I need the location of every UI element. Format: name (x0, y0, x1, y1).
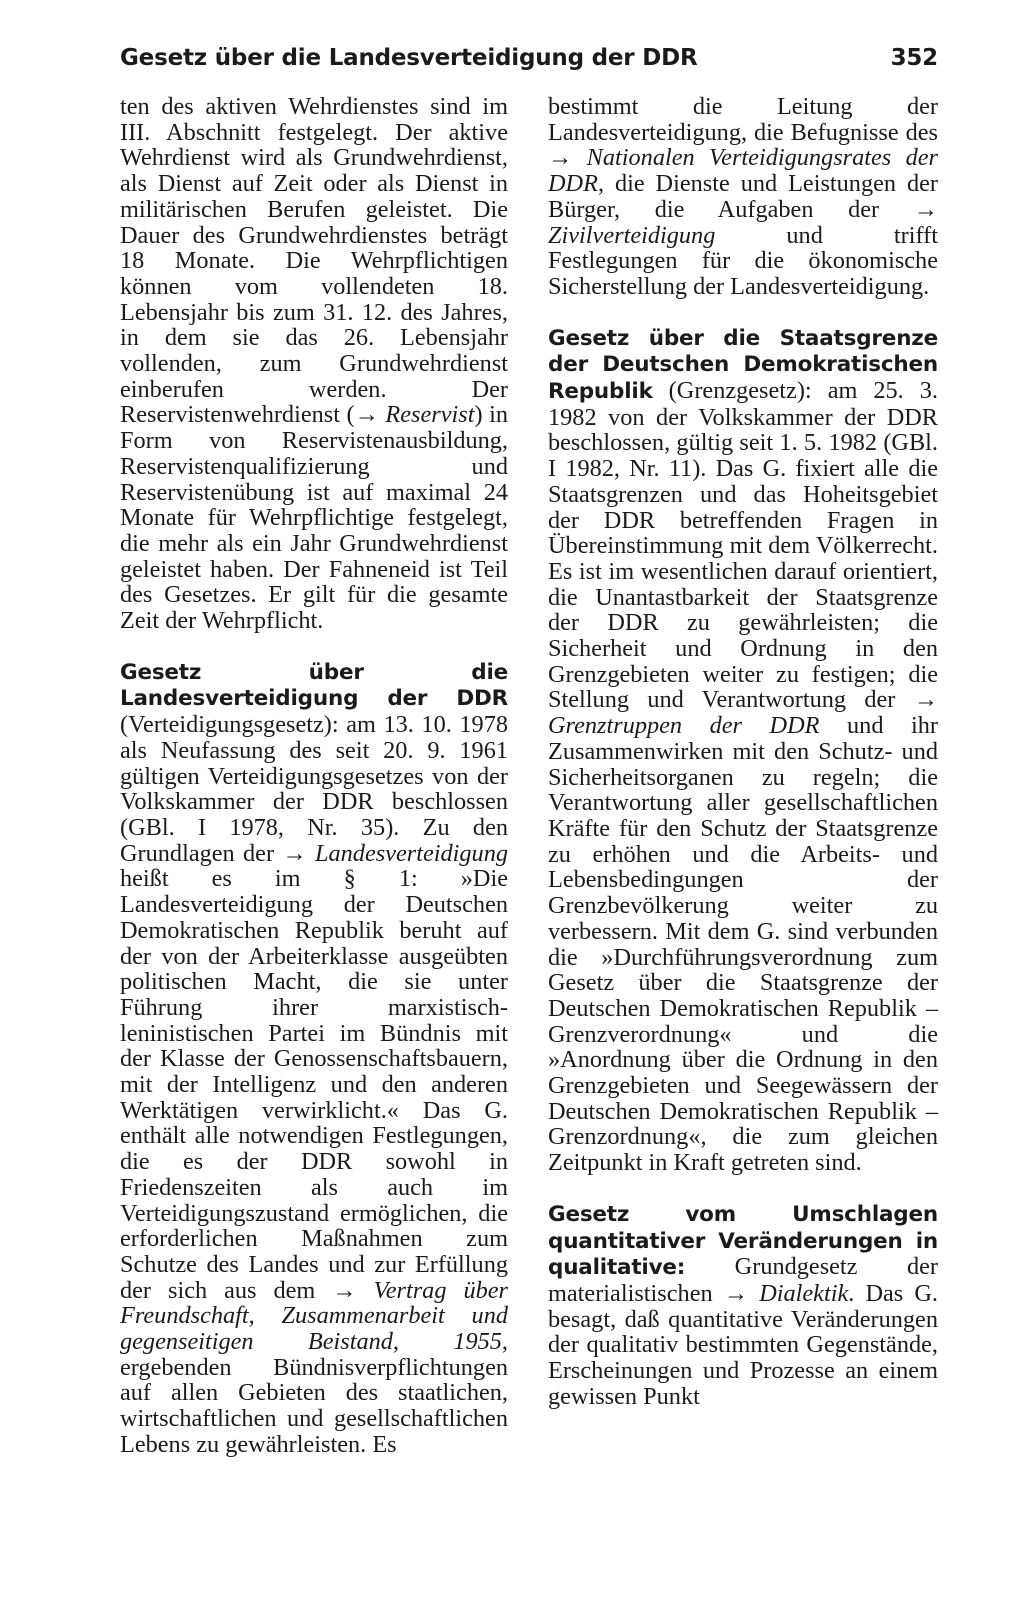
cross-reference-grenztruppen: Grenztruppen der DDR (548, 712, 820, 740)
entry-text: . Das G. besagt, daß quantitative Veränderungen der qualitativ bestimmten Gegenstände, Erscheinungen und Prozesse an einem gewissen Punkt (548, 1279, 938, 1410)
entry-text: , ergebenden Bündnisverpflichtungen auf allen Gebieten des staatlichen, wirtschaftlichen und gesellschaftlichen Lebens zu gewährleisten. Es (120, 1328, 508, 1458)
cross-reference-arrow: → (354, 401, 379, 429)
paragraph-text: und trifft Festlegungen für die ökonomische Sicherstellung der Landesverteidigung. (548, 221, 938, 300)
cross-reference-landesverteidigung: Landesverteidigung (315, 839, 508, 867)
right-column (548, 94, 938, 1409)
cross-reference-arrow: → (282, 839, 307, 867)
entry-text: (Grenzgesetz): am 25. 3. 1982 von der Volkskammer der DDR beschlossen, gültig seit 1. 5. 1982 (GBl. I 1982, Nr. 11). Das G. fixiert alle die Staatsgrenzen und das Hoheitsgebiet der DDR betreffenden Fragen in Übereinstimmung mit dem Völkerrecht. Es ist im wesentlichen darauf orientiert, die Unantastbarkeit der Staatsgrenze der DDR zu gewährleisten; die Sicherheit und Ordnung in den Grenzgebieten weiter zu festigen; die Stellung und Verantwortung der (548, 377, 938, 714)
cross-reference-arrow: → (913, 686, 938, 714)
entry-text: heißt es im § 1: »Die Landesverteidigung der Deutschen Demokratischen Republik beruht auf der von der Arbeiterklasse ausgeübten politischen Macht, die sie unter Führung ihrer marxistisch-leninistischen Partei im Bündnis mit der Klasse der Genossenschaftsbauern, mit der Intelligenz und den anderen Werktätigen verwirklicht.« Das G. enthält alle notwendigen Festlegungen, die es der DDR sowohl in Friedenszeiten als auch im Verteidigungszustand ermöglichen, die erforderlichen Maßnahmen zum Schutze des Landes und zur Erfüllung der sich aus dem (120, 865, 508, 1304)
cross-reference-zivilverteidigung: Zivilverteidigung (548, 221, 716, 249)
continued-paragraph (120, 94, 508, 634)
page-header (120, 41, 938, 75)
left-column (120, 94, 508, 1458)
entry-headword: Gesetz über die Landesverteidigung der DDR (120, 659, 508, 712)
paragraph-text: ) in Form von Reservistenausbildung, Reservistenqualifizierung und Reservistenübung ist auf maximal 24 Monate für Wehrpflichtige festgelegt, die mehr als ein Jahr Grundwehrdienst geleistet haben. Der Fahneneid ist Teil des Gesetzes. Er gilt für die gesamte Zeit der Wehrpflicht. (120, 401, 508, 635)
entry-text: (Verteidigungsgesetz): am 13. 10. 1978 als Neufassung des seit 20. 9. 1961 gültigen Verteidigungsgesetzes von der Volkskammer der DDR beschlossen (GBl. I 1978, Nr. 35). Zu den Grundlagen der (120, 711, 508, 867)
entry-text: und ihr Zusammenwirken mit den Schutz- und Sicherheitsorganen zu regeln; die Verantwortung aller gesellschaftlichen Kräfte für den Schutz der Staatsgrenze zu erhöhen und die Arbeits- und Lebensbedingungen der Grenzbevölkerung weiter zu verbessern. Mit dem G. sind verbunden die »Durchführungsverordnung zum Gesetz über die Staatsgrenze der Deutschen Demokratischen Republik – Grenzverordnung« und die »Anordnung über die Ordnung in den Grenzgebieten und Seegewässern der Deutschen Demokratischen Republik – Grenzordnung«, die zum gleichen Zeitpunkt in Kraft getreten sind. (548, 712, 938, 1177)
page-number: 352 (890, 45, 938, 71)
cross-reference-vertrag: Vertrag über Freundschaft, Zusammenarbeit und gegenseitigen Beistand, 1955 (120, 1276, 508, 1356)
dictionary-entry (548, 325, 938, 1176)
dictionary-entry (548, 1201, 938, 1410)
cross-reference-arrow: → (332, 1276, 357, 1304)
entry-text: Grundgesetz der materialistischen (548, 1253, 938, 1307)
cross-reference-arrow: → (548, 144, 573, 172)
cross-reference-arrow: → (913, 195, 938, 223)
cross-reference-reservist: Reservist (385, 401, 475, 429)
cross-reference-dialektik: Dialektik (759, 1279, 849, 1307)
paragraph-text: , die Dienste und Leistungen der Bürger, die Aufgaben der (548, 170, 938, 223)
cross-reference-verteidigungsrat: Nationalen Verteidigungsrates der DDR (548, 144, 938, 198)
paragraph-text: bestimmt die Leitung der Landesverteidigung, die Befugnisse des (548, 93, 938, 146)
dictionary-entry (120, 659, 508, 1458)
continued-paragraph (548, 94, 938, 300)
paragraph-text: ten des aktiven Wehrdienstes sind im III. Abschnitt festgelegt. Der aktive Wehrdienst wird als Grundwehrdienst, als Dienst auf Zeit oder als Dienst in militärischen Berufen geleistet. Die Dauer des Grundwehrdienstes beträgt 18 Monate. Die Wehrpflichtigen können vom vollendeten 18. Lebensjahr bis zum 31. 12. des Jahres, in dem sie das 26. Lebensjahr vollenden, zum Grundwehrdienst einberufen werden. Der Reservistenwehrdienst ( (120, 93, 508, 429)
entry-headword: Gesetz über die Staatsgrenze der Deutschen Demokratischen Republik (548, 325, 938, 405)
entry-headword: Gesetz vom Umschlagen quantitativer Veränderungen in qualitative: (548, 1201, 938, 1281)
cross-reference-arrow: → (723, 1279, 749, 1307)
running-head: Gesetz über die Landesverteidigung der DDR (120, 45, 698, 71)
